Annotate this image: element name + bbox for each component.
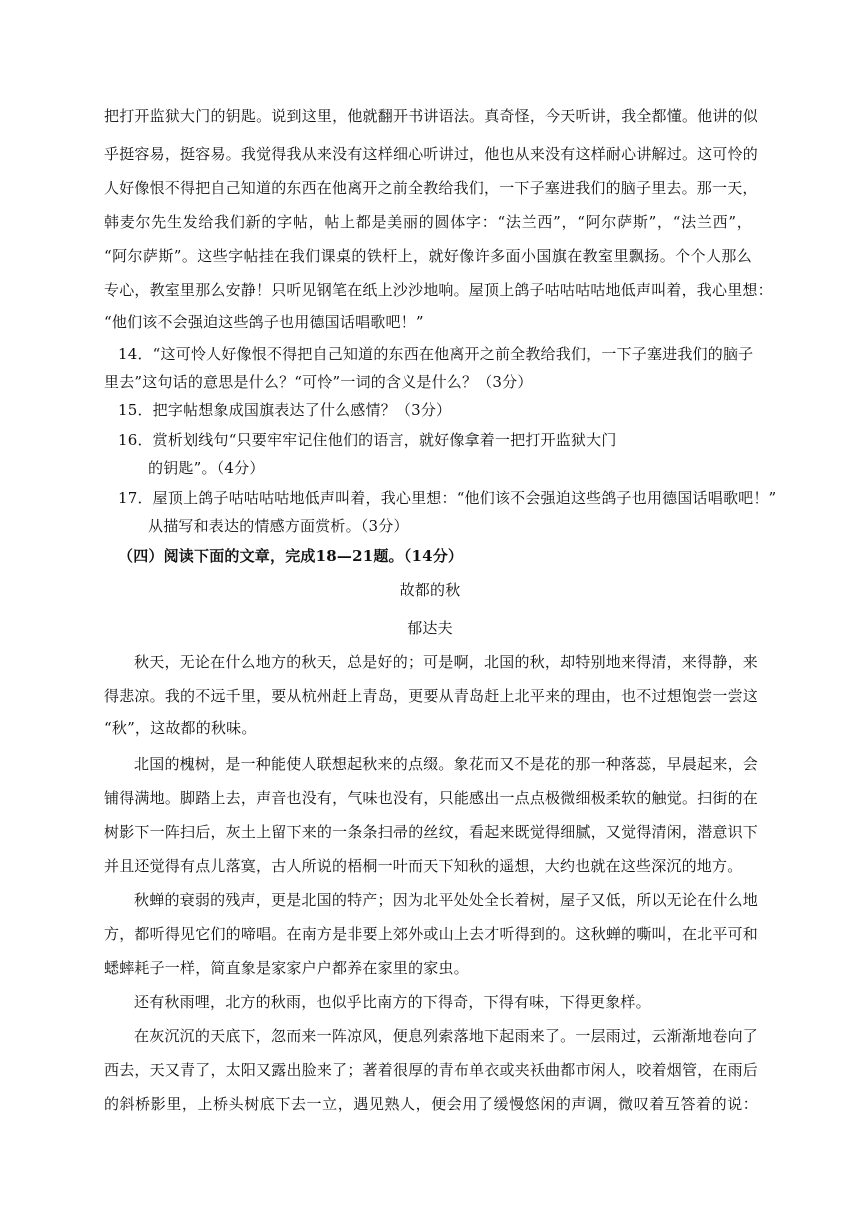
passage-1-line: 韩麦尔先生发给我们新的字帖，帖上都是美丽的圆体字：“法兰西”，“阿尔萨斯”，“法兰西”， (104, 213, 752, 231)
section-heading: （四）阅读下面的文章，完成18—21题。（14分） (118, 547, 464, 565)
article-title: 故都的秋 (399, 581, 461, 599)
question-16: 16．赏析划线句“只要牢牢记住他们的语言，就好像拿着一把打开监狱大门 (118, 431, 617, 449)
question-17-continued: 从描写和表达的情感方面赏析。（3分） (148, 517, 409, 535)
passage-1-line: “阿尔萨斯”。这些字帖挂在我们课桌的铁杆上，就好像许多面小国旗在教室里飘扬。个个人那么 (104, 247, 752, 265)
paragraph-line: 还有秋雨哩，北方的秋雨，也似乎比南方的下得奇，下得有味，下得更象样。 (134, 993, 651, 1011)
article-author: 郁达夫 (407, 619, 453, 637)
passage-1-line: 乎挺容易，挺容易。我觉得我从来没有这样细心听讲过，他也从来没有这样耐心讲解过。这可怜的 (104, 145, 758, 163)
question-14: 14．“这可怜人好像恨不得把自己知道的东西在他离开之前全教给我们，一下子塞进我们的脑子 (118, 345, 754, 363)
paragraph-line: 方，都听得见它们的啼唱。在南方是非要上郊外或山上去才听得到的。这秋蝉的嘶叫，在北平可和 (104, 925, 758, 943)
paragraph-line: 树影下一阵扫后，灰土上留下来的一条条扫帚的丝纹，看起来既觉得细腻，又觉得清闲，潜意识下 (104, 823, 758, 841)
question-15: 15．把字帖想象成国旗表达了什么感情？（3分） (118, 401, 452, 419)
paragraph-line: 西去，天又青了，太阳又露出脸来了；著着很厚的青布单衣或夹袄曲都市闲人，咬着烟管，在雨后 (104, 1061, 758, 1079)
passage-1-line: “他们该不会强迫这些鸽子也用德国话唱歌吧！” (104, 313, 424, 331)
paragraph-line: 北国的槐树，是一种能使人联想起秋来的点缀。象花而又不是花的那一种落蕊，早晨起来，会 (134, 755, 758, 773)
paragraph-line: 得悲凉。我的不远千里，要从杭州赶上青岛，更要从青岛赶上北平来的理由，也不过想饱尝一尝这 (104, 687, 758, 705)
paragraph-line: 的斜桥影里，上桥头树底下去一立，遇见熟人，便会用了缓慢悠闲的声调，微叹着互答着的说： (104, 1095, 758, 1113)
question-17: 17．屋顶上鸽子咕咕咕咕地低声叫着，我心里想：“他们该不会强迫这些鸽子也用德国话唱歌吧！” (118, 489, 777, 507)
passage-1-line: 人好像恨不得把自己知道的东西在他离开之前全教给我们，一下子塞进我们的脑子里去。那一天， (104, 179, 758, 197)
passage-1-line: 专心，教室里那么安静！只听见钢笔在纸上沙沙地响。屋顶上鸽子咕咕咕咕地低声叫着，我心里想： (104, 281, 773, 299)
question-16-continued: 的钥匙”。（4分） (148, 459, 265, 477)
paragraph-line: 蟋蟀耗子一样，简直象是家家户户都养在家里的家虫。 (104, 959, 469, 977)
paragraph-line: “秋”，这故都的秋味。 (104, 719, 257, 737)
paragraph-line: 秋天，无论在什么地方的秋天，总是好的；可是啊，北国的秋，却特别地来得清，来得静，来 (134, 653, 758, 671)
paragraph-line: 铺得满地。脚踏上去，声音也没有，气味也没有，只能感出一点点极微细极柔软的触觉。扫街的在 (104, 789, 758, 807)
question-14-continued: 里去”这句话的意思是什么？“可怜”一词的含义是什么？（3分） (104, 373, 533, 391)
passage-1-line: 把打开监狱大门的钥匙。说到这里，他就翻开书讲语法。真奇怪，今天听讲，我全都懂。他讲的似 (104, 107, 758, 125)
paragraph-line: 在灰沉沉的天底下，忽而来一阵凉风，便息列索落地下起雨来了。一层雨过，云渐渐地卷向了 (134, 1027, 758, 1045)
paragraph-line: 并且还觉得有点儿落寞，古人所说的梧桐一叶而天下知秋的遥想，大约也就在这些深沉的地方。 (104, 857, 743, 875)
paragraph-line: 秋蝉的衰弱的残声，更是北国的特产；因为北平处处全长着树，屋子又低，所以无论在什么地 (134, 891, 758, 909)
